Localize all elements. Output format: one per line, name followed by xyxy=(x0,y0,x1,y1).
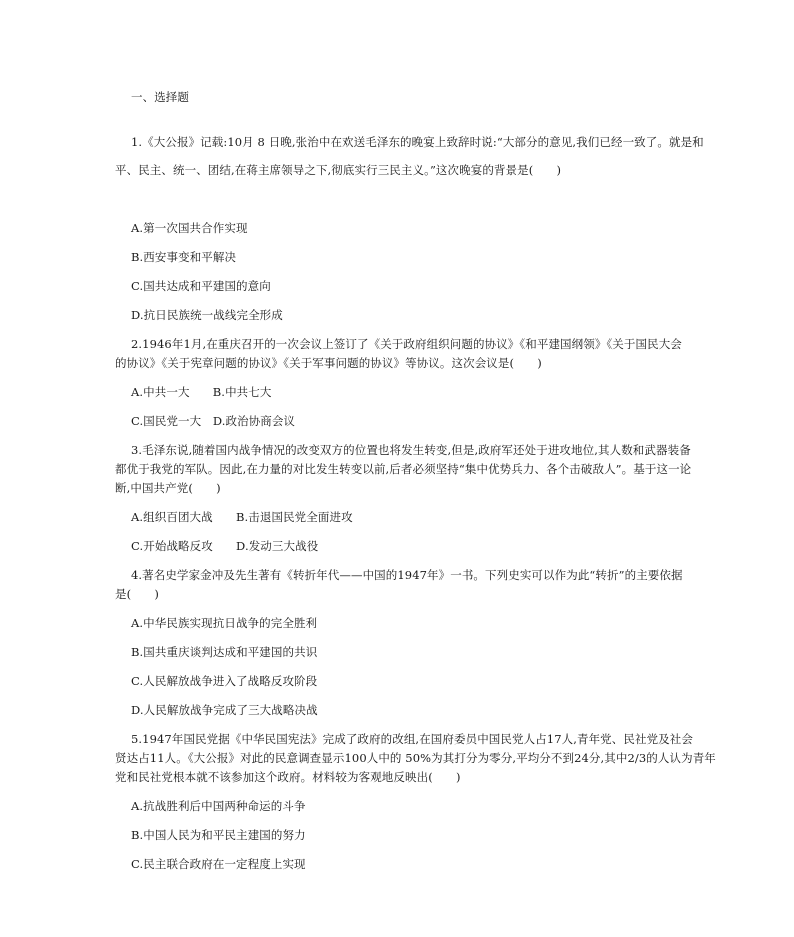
question-2-line-1: 2.1946年1月,在重庆召开的一次会议上签订了《关于政府组织问题的协议》《和平建国纲领》《关于国民大会 xyxy=(131,337,682,351)
question-4-option-d: D.人民解放战争完成了三大战略决战 xyxy=(131,703,318,717)
question-5-option-b: B.中国人民为和平民主建国的努力 xyxy=(131,828,306,842)
question-1-option-d: D.抗日民族统一战线完全形成 xyxy=(131,308,283,322)
question-5-option-a: A.抗战胜利后中国两种命运的斗争 xyxy=(131,799,306,813)
question-1-option-a: A.第一次国共合作实现 xyxy=(131,221,248,235)
section-title: 一、选择题 xyxy=(131,90,189,104)
question-2-line-2: 的协议》《关于宪章问题的协议》《关于军事问题的协议》等协议。这次会议是( ) xyxy=(115,356,542,370)
question-3-option-cd: C.开始战略反攻 D.发动三大战役 xyxy=(131,539,319,553)
question-3-line-2: 都优于我党的军队。因此,在力量的对比发生转变以前,后者必须坚持“集中优势兵力、各个击破敌人”。基于这一论 xyxy=(115,462,692,476)
question-5-line-2: 贤达占11人。《大公报》对此的民意调查显示100人中的 50%为其打分为零分,平均分不到24分,其中2/3的人认为青年 xyxy=(115,751,716,765)
question-1-line-2: 平、民主、统一、团结,在蒋主席领导之下,彻底实行三民主义。”这次晚宴的背景是( ) xyxy=(115,163,562,177)
question-4-option-c: C.人民解放战争进入了战略反攻阶段 xyxy=(131,674,318,688)
question-5-line-3: 党和民社党根本就不该参加这个政府。材料较为客观地反映出( ) xyxy=(115,770,461,784)
question-1-option-b: B.西安事变和平解决 xyxy=(131,250,237,264)
question-4-line-2: 是( ) xyxy=(115,587,159,601)
question-3-option-ab: A.组织百团大战 B.击退国民党全面进攻 xyxy=(131,510,353,524)
question-5-option-c: C.民主联合政府在一定程度上实现 xyxy=(131,857,306,871)
question-1-option-c: C.国共达成和平建国的意向 xyxy=(131,279,271,293)
question-5-line-1: 5.1947年国民党据《中华民国宪法》完成了政府的改组,在国府委员中国民党人占17人,青年党、民社党及社会 xyxy=(131,732,693,746)
question-4-line-1: 4.著名史学家金冲及先生著有《转折年代——中国的1947年》一书。下列史实可以作为此“转折”的主要依据 xyxy=(131,568,683,582)
question-1-line-1: 1.《大公报》记载:10月 8 日晚,张治中在欢送毛泽东的晚宴上致辞时说:“大部分的意见,我们已经一致了。就是和 xyxy=(131,135,704,149)
question-2-option-ab: A.中共一大 B.中共七大 xyxy=(131,385,272,399)
question-4-option-b: B.国共重庆谈判达成和平建国的共识 xyxy=(131,645,318,659)
question-3-line-1: 3.毛泽东说,随着国内战争情况的改变双方的位置也将发生转变,但是,政府军还处于进攻地位,其人数和武器装备 xyxy=(131,443,691,457)
question-4-option-a: A.中华民族实现抗日战争的完全胜利 xyxy=(131,616,318,630)
question-2-option-cd: C.国民党一大 D.政治协商会议 xyxy=(131,414,296,428)
question-3-line-3: 断,中国共产党( ) xyxy=(115,481,221,495)
